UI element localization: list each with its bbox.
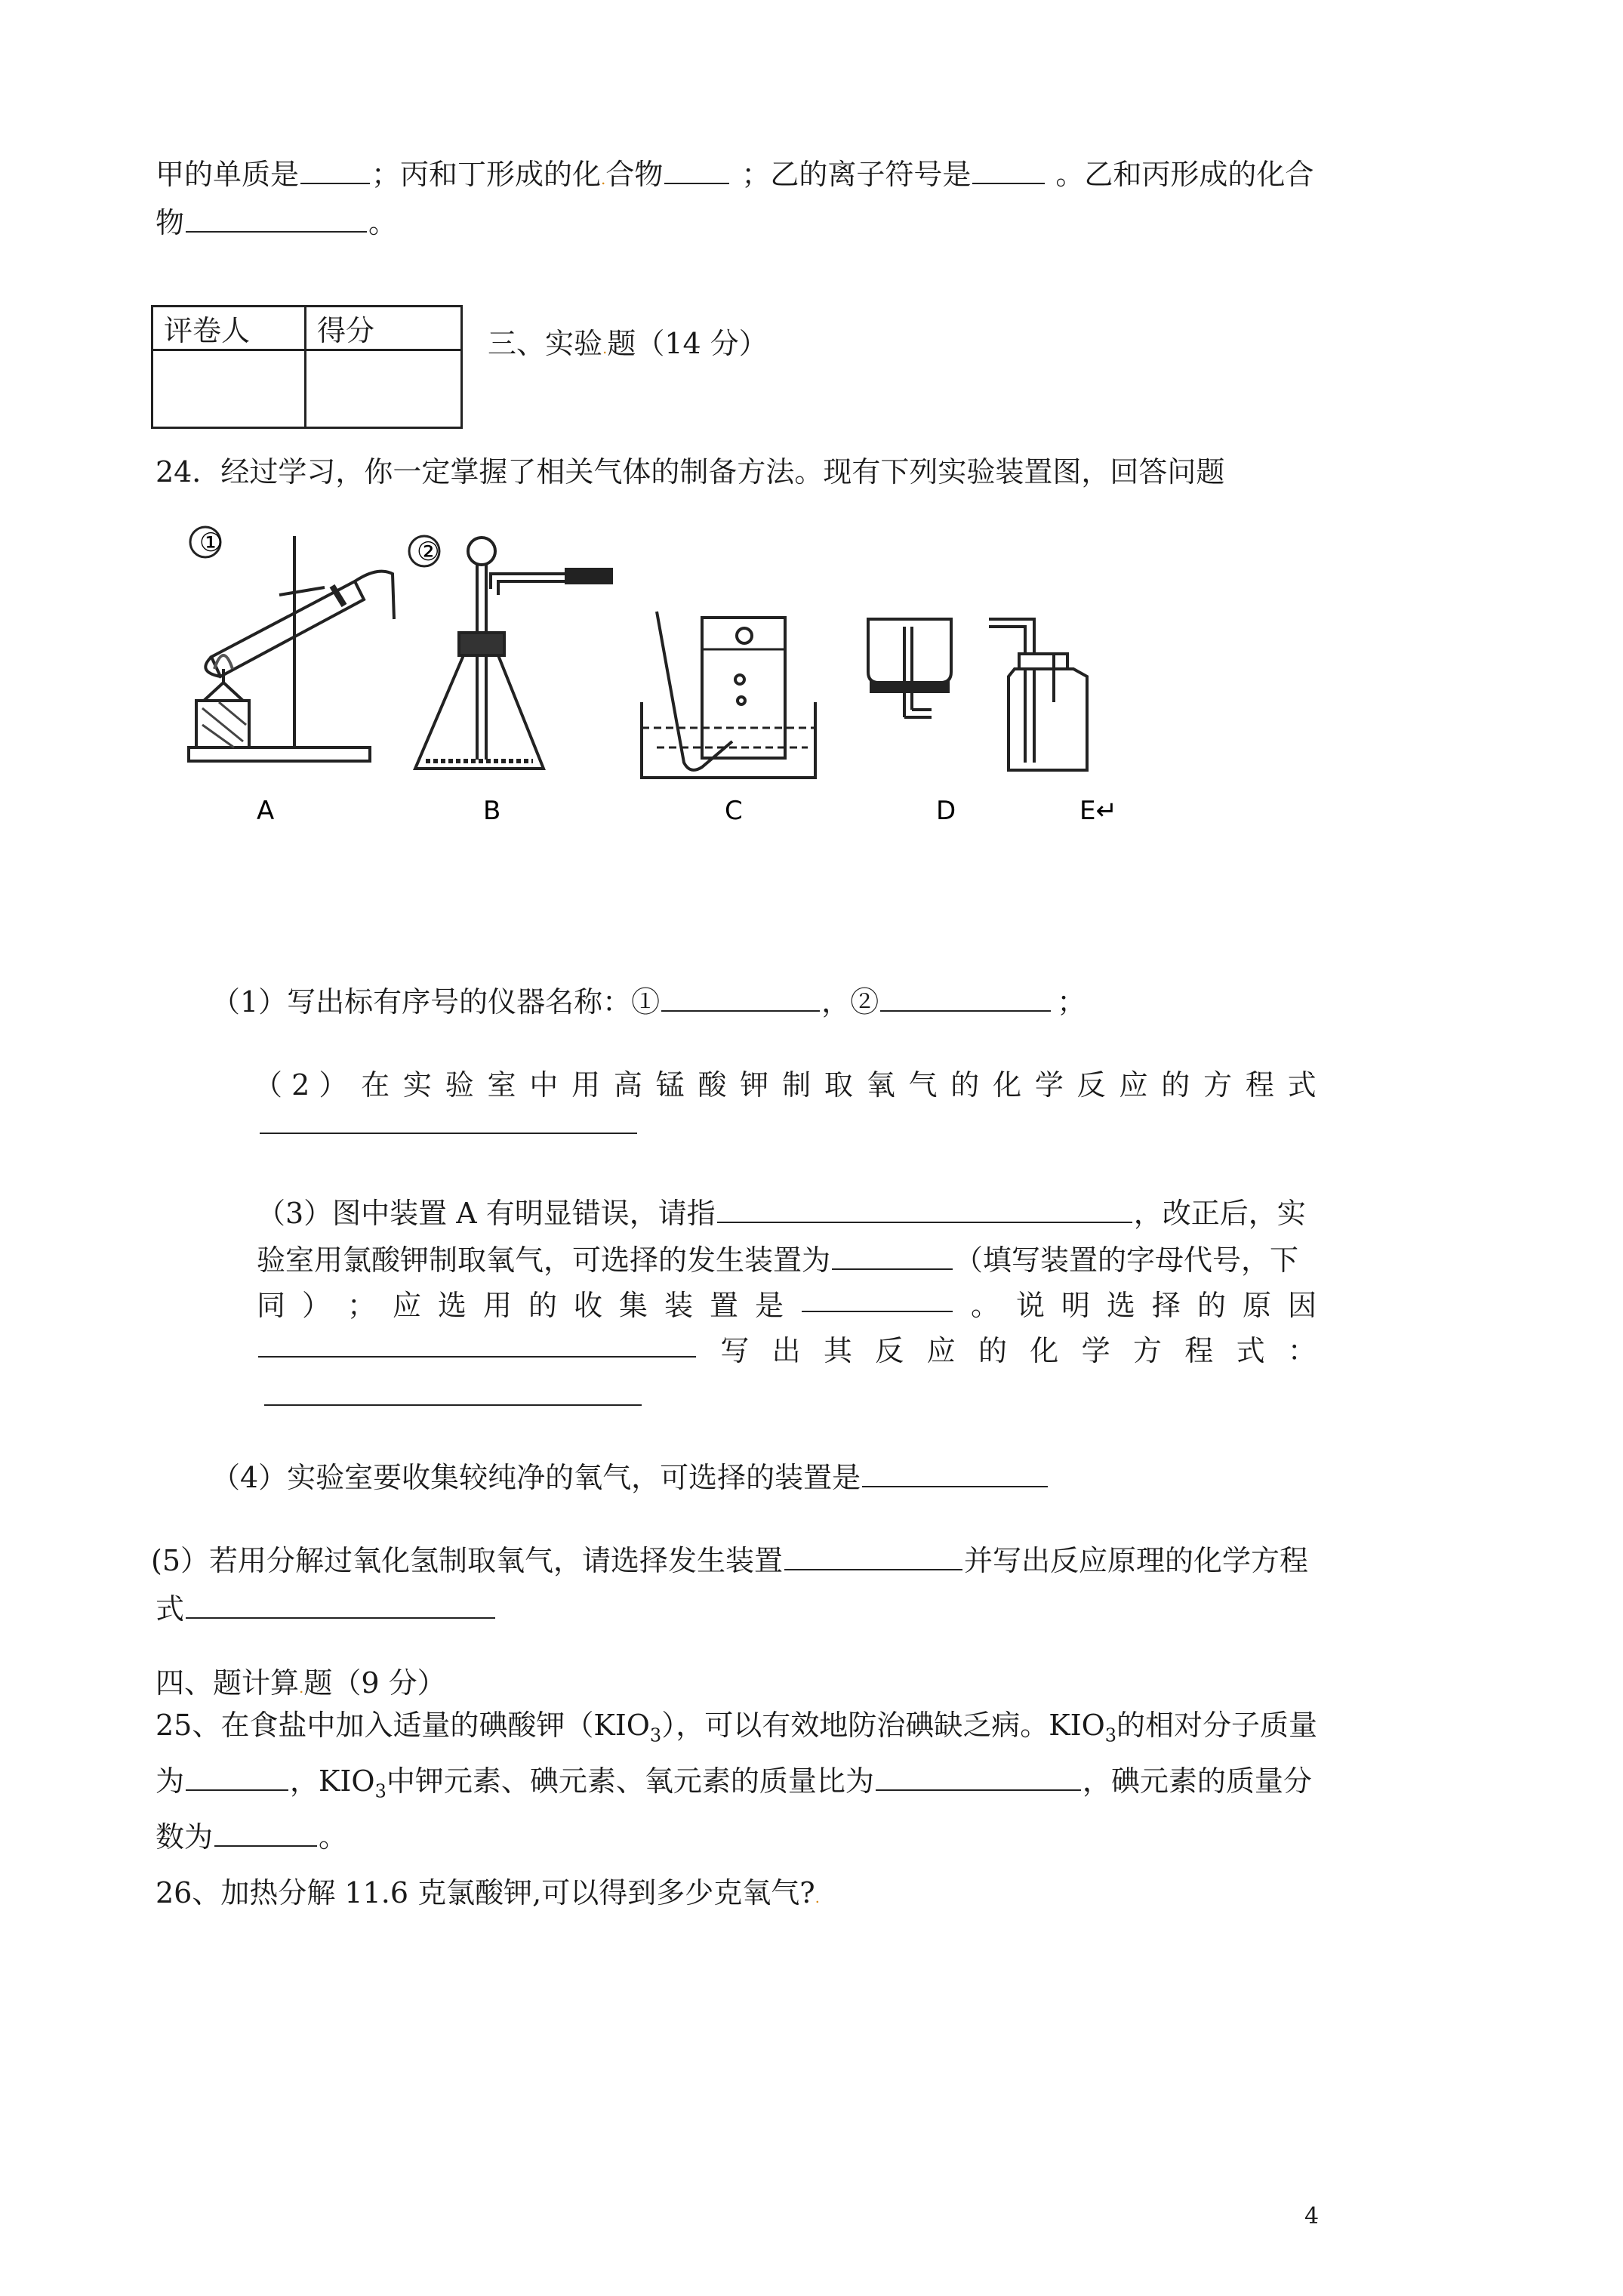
text-char: 应 bbox=[393, 1289, 422, 1322]
text-char: 化 bbox=[1030, 1334, 1059, 1367]
q24-part-4: （4）实验室要收集较纯净的氧气，可选择的装置是 bbox=[211, 1460, 1049, 1495]
text-char: ； bbox=[347, 1289, 377, 1322]
text-char: 置 bbox=[710, 1289, 739, 1322]
apparatus-c bbox=[642, 612, 815, 778]
blank-h2o2-device bbox=[784, 1543, 962, 1570]
blank-kmno4-equation bbox=[260, 1133, 637, 1134]
figure-label-e: E↵ bbox=[1079, 796, 1117, 826]
figure-marker-1: ① bbox=[199, 528, 223, 558]
text-char: 。 bbox=[970, 1289, 999, 1322]
text-char: 程 bbox=[1245, 1068, 1274, 1102]
blank-jia-element bbox=[300, 157, 370, 184]
text-char: 学 bbox=[1081, 1334, 1110, 1367]
q25-line-1: 25、在食盐中加入适量的碘酸钾$(KIO_3)$，可以有效地防治碘缺乏病。$KIO_3$的相对分子质量 bbox=[156, 1709, 1318, 1746]
figure-label-c: C bbox=[725, 796, 743, 826]
text-char: 原 bbox=[1242, 1289, 1271, 1322]
text-char: 反 bbox=[1076, 1068, 1106, 1102]
text-char: 室 bbox=[487, 1068, 516, 1102]
q25-line-3: 数为 。 bbox=[156, 1820, 348, 1854]
q24-part-5-line-2: 式 bbox=[156, 1592, 497, 1626]
text-char: 择 bbox=[1151, 1289, 1181, 1322]
blank-h2o2-equation bbox=[186, 1592, 495, 1619]
text-char: 同 bbox=[257, 1289, 286, 1322]
text-char: 其 bbox=[823, 1334, 852, 1367]
text-char: 应 bbox=[926, 1334, 956, 1367]
score-table bbox=[151, 305, 463, 429]
text-char: 写 bbox=[720, 1334, 750, 1367]
text-char: 是 bbox=[755, 1289, 784, 1322]
text-char: 方 bbox=[1132, 1334, 1162, 1367]
text-char: 方 bbox=[1203, 1068, 1233, 1102]
blank-yi-bing-compound bbox=[186, 205, 367, 233]
q24-part-2 bbox=[254, 1068, 1317, 1102]
text-char: 用 bbox=[483, 1289, 513, 1322]
q24-part-3-line-4 bbox=[257, 1333, 1317, 1368]
text-char: 用 bbox=[571, 1068, 601, 1102]
text-char: 的 bbox=[1161, 1068, 1190, 1102]
blank-instrument-2 bbox=[880, 985, 1051, 1012]
text-char: 说 bbox=[1015, 1289, 1045, 1322]
score-table-grader-cell bbox=[152, 350, 306, 428]
blank-instrument-1 bbox=[661, 985, 820, 1012]
apparatus-e bbox=[989, 619, 1087, 770]
q24-part-3-line-1: （3）图中装置 A 有明显错误，请指 ，改正后，实 bbox=[257, 1197, 1306, 1230]
text-char: 应 bbox=[1119, 1068, 1148, 1102]
apparatus-a bbox=[189, 527, 394, 761]
blank-mass-ratio bbox=[876, 1764, 1081, 1791]
text-char: 出 bbox=[771, 1334, 801, 1367]
text-char: 式 bbox=[1287, 1068, 1317, 1102]
blank-generator-device bbox=[832, 1243, 953, 1270]
line-top-1: 甲的单质是 ；丙和丁形成的化.合物 ；乙的离子符号是 。乙和丙形成的化合 bbox=[156, 158, 1314, 191]
q24-part-5-line-1: (5）若用分解过氧化氢制取氧气，请选择发生装置 并写出反应原理的化学方程 bbox=[151, 1544, 1309, 1577]
apparatus-figure bbox=[174, 521, 1170, 838]
text-char: 的 bbox=[528, 1289, 558, 1322]
text-char: 钾 bbox=[740, 1068, 769, 1102]
text-char: 因 bbox=[1287, 1289, 1317, 1322]
blank-relative-mass bbox=[186, 1764, 288, 1791]
text-char: 高 bbox=[613, 1068, 642, 1102]
apparatus-d bbox=[868, 619, 951, 717]
line-top-2: 物 。 bbox=[156, 206, 398, 239]
section-3-title: 三、实验.题（14 分） bbox=[488, 327, 768, 360]
text-char: 学 bbox=[1034, 1068, 1064, 1102]
text-char: （ 2 ） bbox=[254, 1068, 348, 1102]
q24-part-3-line-3 bbox=[257, 1288, 1317, 1323]
answer-blank bbox=[802, 1288, 953, 1312]
text-char: 的 bbox=[950, 1068, 980, 1102]
score-table-header-grader: 评卷人 bbox=[152, 307, 306, 350]
text-char: 装 bbox=[664, 1289, 694, 1322]
blank-kclo3-equation bbox=[264, 1404, 642, 1406]
section-4-title: 四、题计算.题（9 分） bbox=[156, 1666, 446, 1700]
text-char: 集 bbox=[619, 1289, 648, 1322]
blank-iodine-fraction bbox=[214, 1820, 317, 1847]
text-char: 选 bbox=[1106, 1289, 1135, 1322]
text-char: 收 bbox=[574, 1289, 603, 1322]
text-char: 的 bbox=[978, 1334, 1007, 1367]
blank-yi-ion-symbol bbox=[972, 157, 1045, 184]
text-char: 在 bbox=[361, 1068, 390, 1102]
apparatus-b bbox=[409, 536, 611, 769]
text-char: 式 bbox=[1236, 1334, 1265, 1367]
q25-line-2: 为 ，$KIO_3$中钾元素、碘元素、氧元素的质量比为 ，碘元素的质量分 bbox=[156, 1764, 1312, 1802]
q24-stem: 24．经过学习，你一定掌握了相关气体的制备方法。现有下列实验装置图，回答问题 bbox=[156, 455, 1225, 488]
score-table-score-cell bbox=[306, 350, 462, 428]
text-char: ） bbox=[302, 1289, 331, 1322]
q26-text: 26、加热分解 11.6 克氯酸钾,可以得到多少克氧气?. bbox=[156, 1876, 820, 1909]
score-table-header-score: 得分 bbox=[306, 307, 462, 350]
text-char: 验 bbox=[445, 1068, 474, 1102]
blank-pure-oxygen-device bbox=[862, 1460, 1048, 1487]
figure-marker-2: ② bbox=[417, 537, 440, 567]
text-char: 化 bbox=[993, 1068, 1022, 1102]
figure-label-a: A bbox=[257, 796, 275, 826]
q24-part-3-line-2: 验室用氯酸钾制取氧气，可选择的发生装置为 （填写装置的字母代号，下 bbox=[257, 1244, 1299, 1277]
text-char: 反 bbox=[875, 1334, 904, 1367]
text-char: 选 bbox=[438, 1289, 467, 1322]
text-char: 实 bbox=[402, 1068, 432, 1102]
text-char: 气 bbox=[908, 1068, 938, 1102]
blank-error-a bbox=[717, 1196, 1132, 1223]
text-char: 氧 bbox=[866, 1068, 895, 1102]
text-char: 取 bbox=[824, 1068, 853, 1102]
blank-bing-ding-compound bbox=[664, 157, 729, 184]
text-char: 的 bbox=[1196, 1289, 1226, 1322]
figure-label-d: D bbox=[936, 796, 956, 826]
text-char: 锰 bbox=[655, 1068, 685, 1102]
q24-part-1: （1）写出标有序号的仪器名称：① ，② ； bbox=[211, 985, 1086, 1019]
page-number: 4 bbox=[1304, 2203, 1320, 2230]
text-char: 中 bbox=[529, 1068, 559, 1102]
answer-blank bbox=[258, 1333, 696, 1358]
text-char: 酸 bbox=[698, 1068, 727, 1102]
text-char: 明 bbox=[1061, 1289, 1090, 1322]
text-char: ： bbox=[1287, 1334, 1317, 1367]
text-char: 程 bbox=[1184, 1334, 1214, 1367]
figure-label-b: B bbox=[483, 796, 501, 826]
text-char: 制 bbox=[782, 1068, 812, 1102]
